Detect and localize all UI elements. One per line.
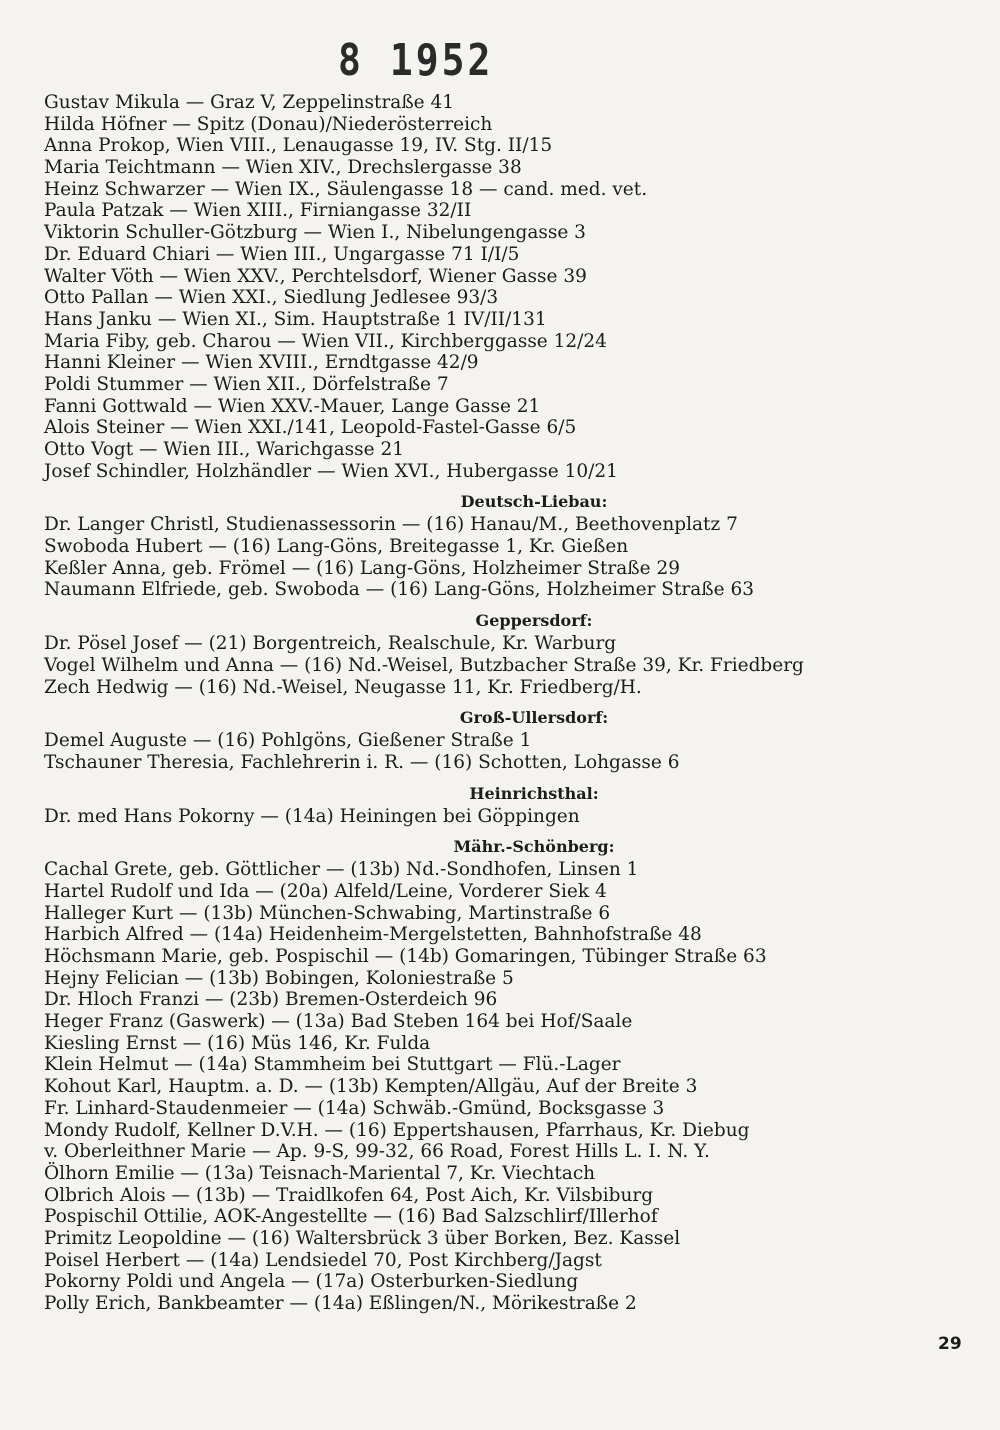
archive-stamp xyxy=(338,35,519,86)
address-entry: Fanni Gottwald — Wien XXV.-Mauer, Lange Gasse 21 xyxy=(44,395,541,417)
address-entry: Kohout Karl, Hauptm. a. D. — (13b) Kempten/Allgäu, Auf der Breite 3 xyxy=(44,1076,698,1098)
address-entry: Pokorny Poldi und Angela — (17a) Osterburken-Siedlung xyxy=(44,1271,579,1293)
address-entry: Walter Vöth — Wien XXV., Perchtelsdorf, Wiener Gasse 39 xyxy=(44,265,587,287)
address-entry: Kiesling Ernst — (16) Müs 146, Kr. Fulda xyxy=(44,1032,431,1054)
address-entry: Dr. med Hans Pokorny — (14a) Heiningen bei Göppingen xyxy=(44,805,580,827)
address-entry: Alois Steiner — Wien XXI./141, Leopold-Fastel-Gasse 6/5 xyxy=(44,417,577,439)
address-entry: Hejny Felician — (13b) Bobingen, Koloniestraße 5 xyxy=(44,967,514,989)
address-entry: Ölhorn Emilie — (13a) Teisnach-Mariental 7, Kr. Viechtach xyxy=(44,1162,596,1184)
address-entry: Maria Fiby, geb. Charou — Wien VII., Kirchberggasse 12/24 xyxy=(44,330,607,352)
section-heading: Heinrichsthal: xyxy=(469,783,599,803)
address-entry: Harbich Alfred — (14a) Heidenheim-Mergelstetten, Bahnhofstraße 48 xyxy=(44,924,702,946)
address-entry: Maria Teichtmann — Wien XIV., Drechslergasse 38 xyxy=(44,157,522,179)
address-entry: Heinz Schwarzer — Wien IX., Säulengasse 18 — cand. med. vet. xyxy=(44,178,648,200)
address-entry: Vogel Wilhelm und Anna — (16) Nd.-Weisel, Butzbacher Straße 39, Kr. Friedberg xyxy=(44,654,804,676)
address-entry: Primitz Leopoldine — (16) Waltersbrück 3 über Borken, Bez. Kassel xyxy=(44,1227,681,1249)
stamp-number: 8 xyxy=(338,34,364,86)
address-entry: Fr. Linhard-Staudenmeier — (14a) Schwäb.-Gmünd, Bocksgasse 3 xyxy=(44,1097,665,1119)
address-entry: Dr. Eduard Chiari — Wien III., Ungargasse 71 I/I/5 xyxy=(44,243,520,265)
address-entry: Dr. Pösel Josef — (21) Borgentreich, Realschule, Kr. Warburg xyxy=(44,633,617,655)
address-entry: Poldi Stummer — Wien XII., Dörfelstraße 7 xyxy=(44,373,449,395)
address-entry: Viktorin Schuller-Götzburg — Wien I., Nibelungengasse 3 xyxy=(44,222,586,244)
section-heading: Groß-Ullersdorf: xyxy=(459,708,609,728)
address-entry: Demel Auguste — (16) Pohlgöns, Gießener Straße 1 xyxy=(44,730,532,752)
address-entry: Höchsmann Marie, geb. Pospischil — (14b) Gomaringen, Tübinger Straße 63 xyxy=(44,946,767,967)
address-entry: Gustav Mikula — Graz V, Zeppelinstraße 41 xyxy=(44,92,455,113)
stamp-year: 1952 xyxy=(389,34,494,86)
address-entry: Zech Hedwig — (16) Nd.-Weisel, Neugasse 11, Kr. Friedberg/H. xyxy=(44,676,642,698)
address-entry: Polly Erich, Bankbeamter — (14a) Eßlingen/N., Mörikestraße 2 xyxy=(44,1293,637,1314)
address-entry: Heger Franz (Gaswerk) — (13a) Bad Steben 164 bei Hof/Saale xyxy=(44,1011,633,1033)
address-entry: Poisel Herbert — (14a) Lendsiedel 70, Post Kirchberg/Jagst xyxy=(44,1249,602,1271)
address-entry: Halleger Kurt — (13b) München-Schwabing, Martinstraße 6 xyxy=(44,902,611,924)
address-entry: v. Oberleithner Marie — Ap. 9-S, 99-32, 66 Road, Forest Hills L. I. N. Y. xyxy=(44,1141,710,1163)
address-entry: Hilda Höfner — Spitz (Donau)/Niederösterreich xyxy=(44,113,493,135)
address-entry: Hartel Rudolf und Ida — (20a) Alfeld/Leine, Vorderer Siek 4 xyxy=(44,880,607,902)
address-entry: Klein Helmut — (14a) Stammheim bei Stuttgart — Flü.-Lager xyxy=(44,1054,621,1076)
address-entry: Otto Pallan — Wien XXI., Siedlung Jedlesee 93/3 xyxy=(44,287,499,309)
address-entry: Hans Janku — Wien XI., Sim. Hauptstraße 1 IV/II/131 xyxy=(44,308,547,330)
address-entry: Dr. Hloch Franzi — (23b) Bremen-Osterdeich 96 xyxy=(44,989,498,1011)
address-entry: Naumann Elfriede, geb. Swoboda — (16) Lang-Göns, Holzheimer Straße 63 xyxy=(44,579,755,601)
section-heading: Deutsch-Liebau: xyxy=(460,492,608,512)
section-heading: Geppersdorf: xyxy=(475,611,593,631)
address-entry: Cachal Grete, geb. Göttlicher — (13b) Nd.-Sondhofen, Linsen 1 xyxy=(44,859,639,881)
address-entry: Keßler Anna, geb. Frömel — (16) Lang-Göns, Holzheimer Straße 29 xyxy=(44,557,680,579)
address-entry: Hanni Kleiner — Wien XVIII., Erndtgasse 42/9 xyxy=(44,352,479,374)
address-entry: Otto Vogt — Wien III., Warichgasse 21 xyxy=(44,439,405,460)
address-entry: Dr. Langer Christl, Studienassessorin — (16) Hanau/M., Beethovenplatz 7 xyxy=(44,514,738,536)
address-entry: Paula Patzak — Wien XIII., Firniangasse 32/II xyxy=(44,200,472,222)
page-number: 29 xyxy=(938,1334,962,1354)
address-entry: Olbrich Alois — (13b) — Traidlkofen 64, Post Aich, Kr. Vilsbiburg xyxy=(44,1184,654,1206)
address-entry: Tschauner Theresia, Fachlehrerin i. R. — (16) Schotten, Lohgasse 6 xyxy=(44,751,680,773)
section-heading: Mähr.-Schönberg: xyxy=(453,837,615,857)
address-entry: Anna Prokop, Wien VIII., Lenaugasse 19, IV. Stg. II/15 xyxy=(44,135,553,157)
address-entry: Josef Schindler, Holzhändler — Wien XVI., Hubergasse 10/21 xyxy=(44,460,618,482)
address-entry: Mondy Rudolf, Kellner D.V.H. — (16) Eppertshausen, Pfarrhaus, Kr. Diebug xyxy=(44,1119,750,1141)
address-list xyxy=(44,92,984,1315)
address-entry: Pospischil Ottilie, AOK-Angestellte — (16) Bad Salzschlirf/Illerhof xyxy=(44,1206,658,1228)
address-entry: Swoboda Hubert — (16) Lang-Göns, Breitegasse 1, Kr. Gießen xyxy=(44,536,629,558)
